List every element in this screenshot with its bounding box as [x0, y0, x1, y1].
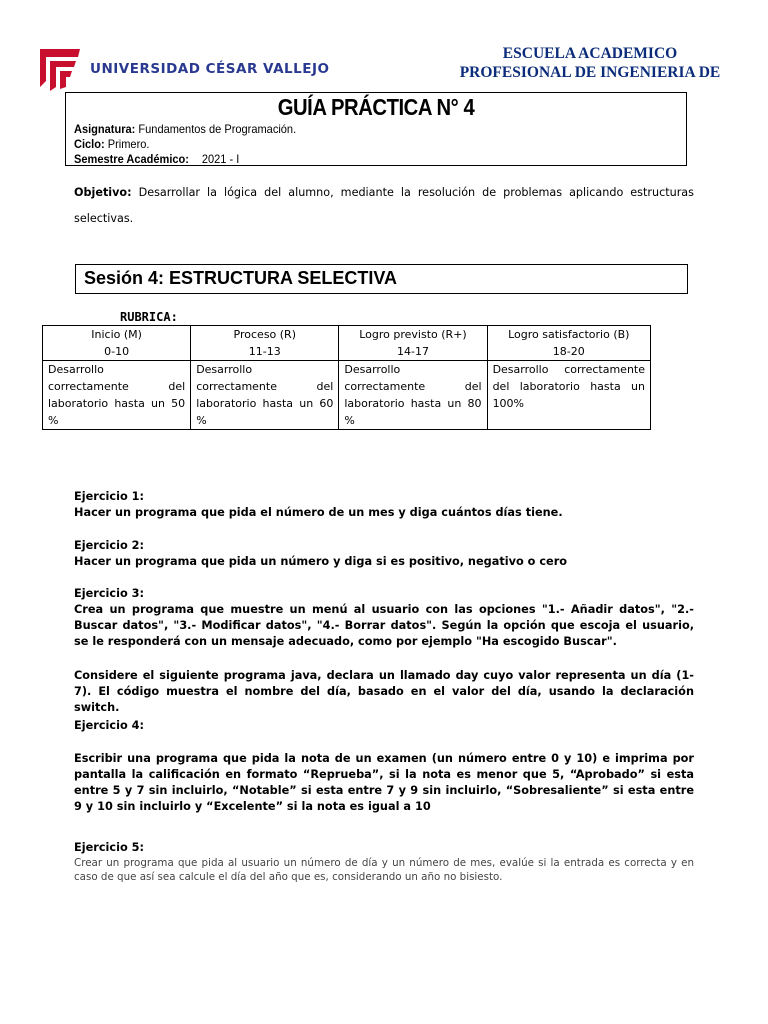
rubric-header-row [43, 326, 651, 361]
semester-line [74, 152, 239, 166]
subject-line [74, 122, 296, 136]
objective-text: Desarrollar la lógica del alumno, mediante la resolución de problemas aplicando estructuras selectivas. [74, 186, 694, 225]
rubric-level-name: Proceso (R) [233, 328, 296, 341]
objective-label: Objetivo: [74, 186, 132, 199]
exercise-5-text: Crear un programa que pida al usuario un número de día y un número de mes, evalúe si la entrada es correcta y en caso de que así sea calcule el día del año que es, considerando un año no bisiesto. [74, 857, 694, 883]
rubric-level-range: 11-13 [248, 345, 281, 358]
exercise-3-text: Crea un programa que muestre un menú al usuario con las opciones "1.- Añadir datos", "2.- Buscar datos", "3.- Modificar datos", "4.- Borrar datos". Según la opción que escoja el usuario, se le responderá con un mensaje adecuado, como por ejemplo "Ha escogido Buscar". [74, 603, 694, 648]
subject-label: Asignatura: [74, 122, 136, 136]
objective-paragraph [74, 180, 694, 232]
rubric-header-cell [43, 326, 191, 361]
rubric-cell: Desarrollo correctamente del laboratorio hasta un 50 % [43, 361, 191, 430]
rubric-header-cell [487, 326, 650, 361]
exercise-1-title: Ejercicio 1: [74, 490, 145, 503]
rubric-level-name: Logro previsto (R+) [359, 328, 467, 341]
school-line-2: PROFESIONAL DE INGENIERIA DE [459, 64, 721, 81]
exercise-3-note: Considere el siguiente programa java, declara un llamado day cuyo valor representa un día (1-7). El código muestra el nombre del día, basado en el valor del día, usando la declaración switch. [74, 669, 694, 714]
rubric-cell: Desarrollo correctamente del laboratorio hasta un 80 % [339, 361, 487, 430]
session-title: Sesión 4: ESTRUCTURA SELECTIVA [84, 268, 398, 288]
exercise-3-title: Ejercicio 3: [74, 587, 145, 600]
school-line-1: ESCUELA ACADEMICO [502, 45, 678, 62]
university-name: UNIVERSIDAD CÉSAR VALLEJO [90, 61, 330, 77]
rubric-header-cell [339, 326, 487, 361]
school-name [440, 44, 740, 82]
rubric-table [42, 325, 651, 430]
ucv-emblem-icon [40, 47, 80, 91]
rubric-level-range: 18-20 [552, 345, 585, 358]
rubric-level-range: 14-17 [396, 345, 429, 358]
exercise-2 [74, 538, 694, 570]
exercise-2-text: Hacer un programa que pida un número y diga si es positivo, negativo o cero [74, 555, 568, 568]
cycle-line [74, 137, 149, 151]
rubric-level-range: 0-10 [104, 345, 130, 358]
rubric-header-cell [191, 326, 339, 361]
exercise-3 [74, 586, 694, 650]
cycle-value: Primero. [104, 137, 150, 151]
semester-label: Semestre Académico: [74, 152, 189, 166]
rubric-description-row [43, 361, 651, 430]
cycle-label: Ciclo: [74, 137, 105, 151]
rubric-cell: Desarrollo correctamente del laboratorio hasta un 100% [487, 361, 650, 430]
exercise-4-text: Escribir una programa que pida la nota de un examen (un número entre 0 y 10) e imprima por pantalla la calificación en formato “Reprueba”, si la nota es menor que 5, “Aprobado” si esta entre 5 y 7 sin incluirlo, “Notable” si esta entre 7 y 9 sin incluirlo, “Sobresaliente” si esta entre 9 y 10 sin incluirlo y “Excelente” si la nota es igual a 10 [74, 752, 694, 813]
exercise-1 [74, 489, 694, 521]
rubric-level-name: Inicio (M) [91, 328, 142, 341]
exercise-4-title: Ejercicio 4: [74, 719, 145, 732]
exercise-5-title: Ejercicio 5: [74, 841, 145, 854]
exercise-2-title: Ejercicio 2: [74, 539, 145, 552]
subject-value: Fundamentos de Programación. [135, 122, 297, 136]
guide-title: GUÍA PRÁCTICA N° 4 [277, 94, 475, 120]
exercise-1-text: Hacer un programa que pida el número de un mes y diga cuántos días tiene. [74, 506, 563, 519]
rubric-label: RUBRICA: [120, 310, 178, 324]
rubric-cell: Desarrollo correctamente del laboratorio hasta un 60 % [191, 361, 339, 430]
semester-value: 2021 - I [201, 152, 240, 166]
exercise-5 [74, 840, 694, 884]
rubric-level-name: Logro satisfactorio (B) [508, 328, 630, 341]
